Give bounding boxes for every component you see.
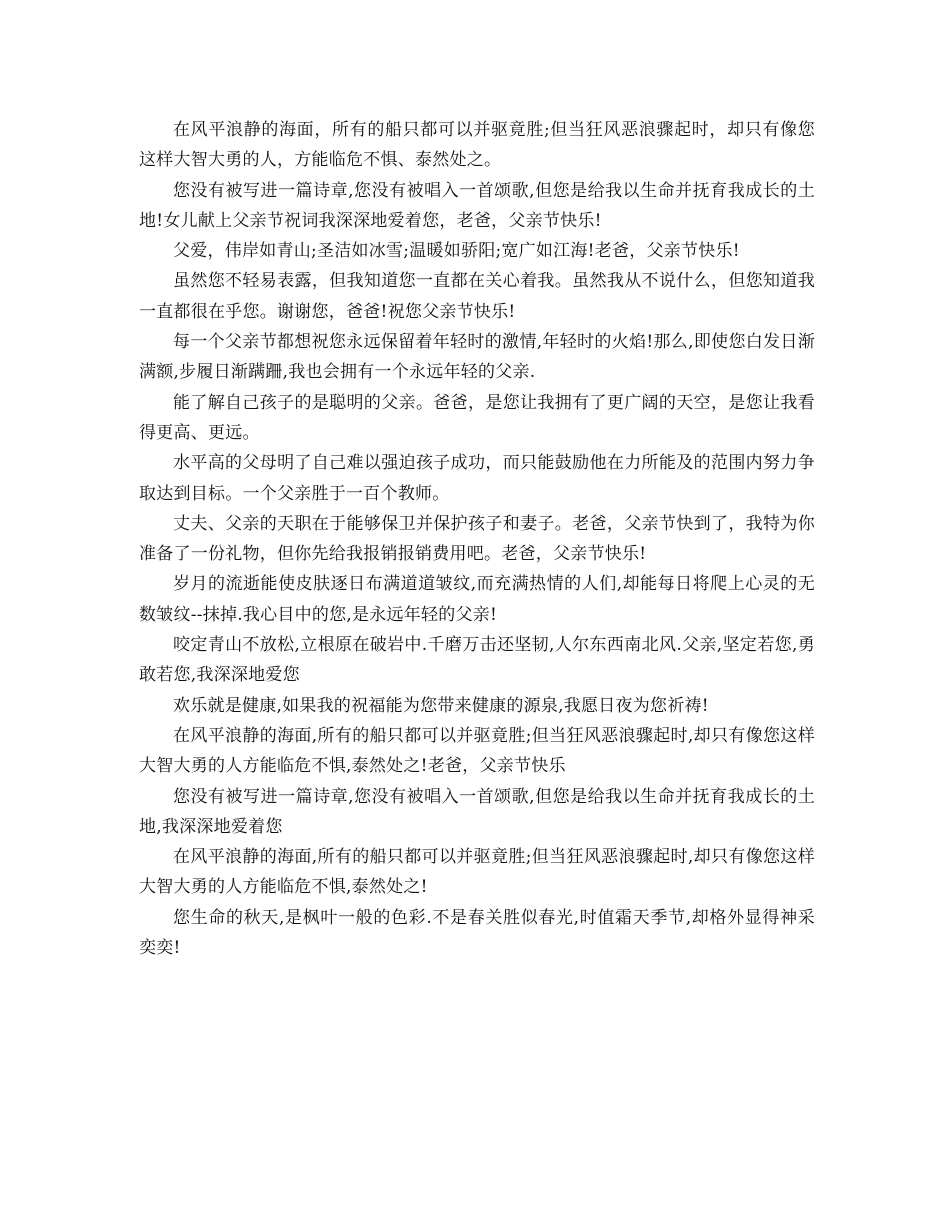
paragraph-3: 父爱，伟岸如青山;圣洁如冰雪;温暖如骄阳;宽广如江海!老爸，父亲节快乐! (173, 241, 740, 262)
paragraph-8: 丈夫、父亲的天职在于能够保卫并保护孩子和妻子。老爸，父亲节快到了，我特为你准备了一份礼物，但你先给我报销报销费用吧。老爸，父亲节快乐! (139, 513, 815, 565)
paragraph-6: 能了解自己孩子的是聪明的父亲。爸爸，是您让我拥有了更广阔的天空，是您让我看得更高、更远。 (139, 392, 815, 443)
paragraph-14: 在风平浪静的海面,所有的船只都可以并驱竟胜;但当狂风恶浪骤起时,却只有像您这样大智大勇的人方能临危不惧,泰然处之! (139, 847, 815, 898)
paragraph-7: 水平高的父母明了自己难以强迫孩子成功，而只能鼓励他在力所能及的范围内努力争取达到目标。一个父亲胜于一百个教师。 (139, 453, 815, 504)
paragraph-9: 岁月的流逝能使皮肤逐日布满道道皱纹,而充满热情的人们,却能每日将爬上心灵的无数皱纹--抹掉.我心目中的您,是永远年轻的父亲! (139, 574, 815, 625)
paragraph-15: 您生命的秋天,是枫叶一般的色彩.不是春关胜似春光,时值霜天季节,却格外显得神采奕奕! (139, 907, 815, 959)
paragraph-2: 您没有被写进一篇诗章,您没有被唱入一首颂歌,但您是给我以生命并抚育我成长的土地!女儿献上父亲节祝词我深深地爱着您，老爸，父亲节快乐! (139, 180, 815, 231)
paragraph-10: 咬定青山不放松,立根原在破岩中.千磨万击还坚韧,人尔东西南北风.父亲,坚定若您,勇敢若您,我深深地爱您 (139, 635, 815, 686)
paragraph-12: 在风平浪静的海面,所有的船只都可以并驱竟胜;但当狂风恶浪骤起时,却只有像您这样大智大勇的人方能临危不惧,泰然处之!老爸，父亲节快乐 (139, 725, 815, 777)
paragraph-1: 在风平浪静的海面，所有的船只都可以并驱竟胜;但当狂风恶浪骤起时，却只有像您这样大智大勇的人，方能临危不惧、泰然处之。 (139, 120, 815, 171)
paragraph-11: 欢乐就是健康,如果我的祝福能为您带来健康的源泉,我愿日夜为您祈祷! (173, 695, 709, 716)
paragraph-4: 虽然您不轻易表露，但我知道您一直都在关心着我。虽然我从不说什么，但您知道我一直都很在乎您。谢谢您，爸爸!祝您父亲节快乐! (139, 271, 815, 322)
paragraph-5: 每一个父亲节都想祝您永远保留着年轻时的激情,年轻时的火焰!那么,即使您白发日渐满额,步履日渐蹒跚,我也会拥有一个永远年轻的父亲. (139, 332, 815, 383)
document-body (139, 115, 815, 963)
paragraph-13: 您没有被写进一篇诗章,您没有被唱入一首颂歌,但您是给我以生命并抚育我成长的土地,我深深地爱着您 (139, 786, 815, 837)
